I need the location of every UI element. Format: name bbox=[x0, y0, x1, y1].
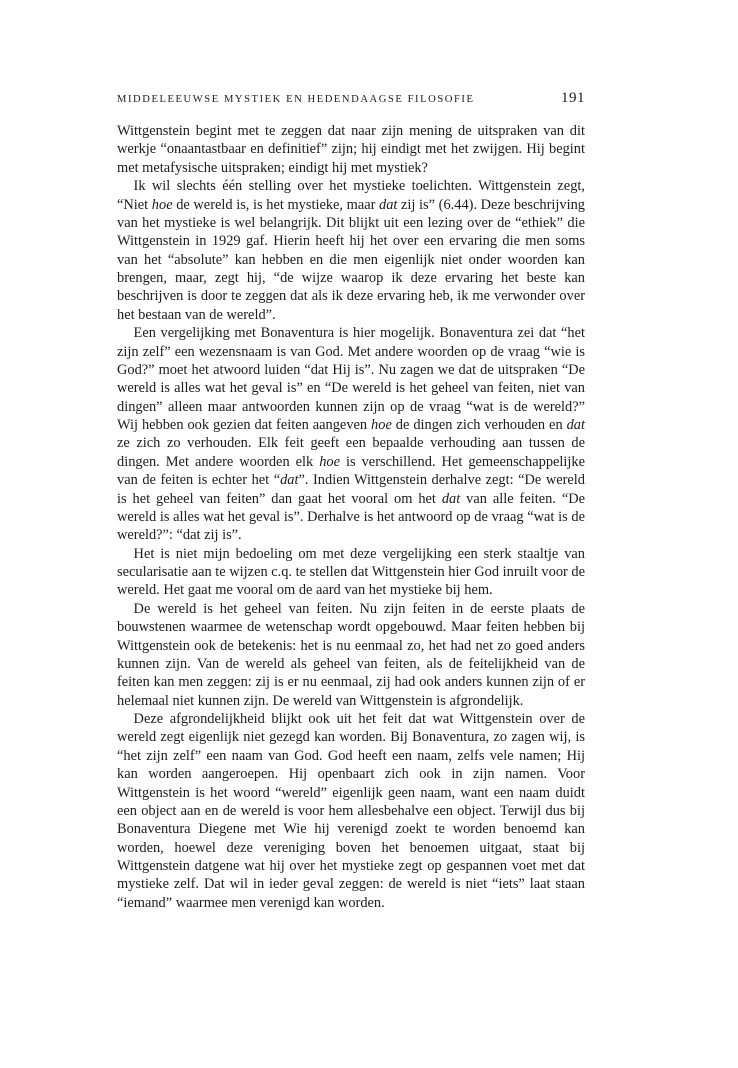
paragraph: Deze afgrondelijkheid blijkt ook uit het feit dat wat Wittgenstein over de wereld zegt eigenlijk niet gezegd kan worden. Bij Bonaventura, zo zagen wij, is “het zijn zelf” een naam van God. God heeft een naam, zelfs vele namen; Hij kan worden aangeroepen. Hij openbaart zich ook in zijn namen. Voor Wittgenstein is het woord “wereld” eigenlijk geen naam, want een naam duidt een object aan en de wereld is voor hem allesbehalve een object. Terwijl dus bij Bonaventura Diegene met Wie hij verenigd zoekt te worden benoemd kan worden, hoewel deze vereniging boven het benoemen uitgaat, staat bij Wittgenstein datgene wat hij over het mystieke zegt op gespannen voet met dat mystieke zelf. Dat wil in ieder geval zeggen: de wereld is niet “iets” laat staan “iemand” waarmee men verenigd kan worden. bbox=[117, 711, 585, 911]
emphasis: dat bbox=[379, 196, 398, 213]
emphasis: hoe bbox=[319, 453, 341, 470]
page-number: 191 bbox=[561, 90, 585, 106]
paragraph: Het is niet mijn bedoeling om met deze vergelijking een sterk staaltje van secularisatie aan te wijzen c.q. te stellen dat Wittgenstein hier God inruilt voor de wereld. Het gaat me vooral om de aard van het mystieke bij hem. bbox=[117, 545, 585, 599]
running-head bbox=[117, 90, 585, 107]
body-text bbox=[117, 122, 585, 912]
running-title: MIDDELEEUWSE MYSTIEK EN HEDENDAAGSE FILOSOFIE bbox=[117, 94, 475, 105]
paragraph: Wittgenstein begint met te zeggen dat naar zijn mening de uitspraken van dit werkje “onaantastbaar en definitief” zijn; hij eindigt met het zwijgen. Hij begint met metafysische uitspraken; eindigt hij met mystiek? bbox=[117, 123, 585, 176]
emphasis: hoe bbox=[371, 417, 392, 433]
paragraph: De wereld is het geheel van feiten. Nu zijn feiten in de eerste plaats de bouwstenen waarmee de wetenschap wordt opgebouwd. Maar feiten hebben bij Wittgenstein ook de betekenis: het is nu eenmaal zo, het had net zo goed anders kunnen zijn. Van de wereld als geheel van feiten, als de feitelijkheid van de feiten kan men zeggen: zij is er nu eenmaal, zij had ook anders kunnen zijn of er helemaal niet kunnen zijn. De wereld van Wittgenstein is afgrondelijk. bbox=[117, 600, 585, 709]
paragraph: Een vergelijking met Bonaventura is hier mogelijk. Bonaventura zei dat “het zijn zelf” een wezensnaam is van God. Met andere woorden op de vraag “wie is God?” moet het atwoord luiden “dat Hij is”. Nu zagen we dat de uitspraken “De wereld is alles wat het geval is” en “De wereld is het geheel van feiten, niet van dingen” alleen maar antwoorden kunnen zijn op de vraag “wat is de wereld?” Wij hebben ook gezien dat feiten aangeven hoe de dingen zich verhouden en dat ze zich zo verhouden. Elk feit geeft een bepaalde verhouding aan tussen de dingen. Met andere woorden elk hoe is verschillend. Het gemeenschappelijke van de feiten is echter het “dat”. Indien Wittgenstein derhalve zegt: “De wereld is het geheel van feiten” dan gaat het vooral om het dat van alle feiten. “De wereld is alles wat het geval is”. Derhalve is het antwoord op de vraag “wat is de wereld?”: “dat zij is”. bbox=[117, 325, 586, 544]
emphasis: dat bbox=[280, 472, 299, 489]
emphasis: dat bbox=[441, 490, 461, 507]
emphasis: dat bbox=[566, 417, 585, 433]
emphasis: hoe bbox=[151, 196, 173, 213]
paragraph: Ik wil slechts één stelling over het mystieke toelichten. Wittgenstein zegt, “Niet hoe de wereld is, is het mystieke, maar dat zij is” (6.44). Deze beschrijving van het mystieke is wel belangrijk. Dit blijkt uit een lezing over de “ethiek” die Wittgenstein in 1929 gaf. Hierin heeft hij het over een ervaring die men soms van het “absolute” kan hebben en die men eigenlijk niet onder woorden kan brengen, maar, zegt hij, “de wijze waarop ik deze ervaring het beste kan beschrijven is door te zeggen dat als ik deze ervaring heb, ik me verwonder over het bestaan van de wereld”. bbox=[117, 178, 585, 323]
